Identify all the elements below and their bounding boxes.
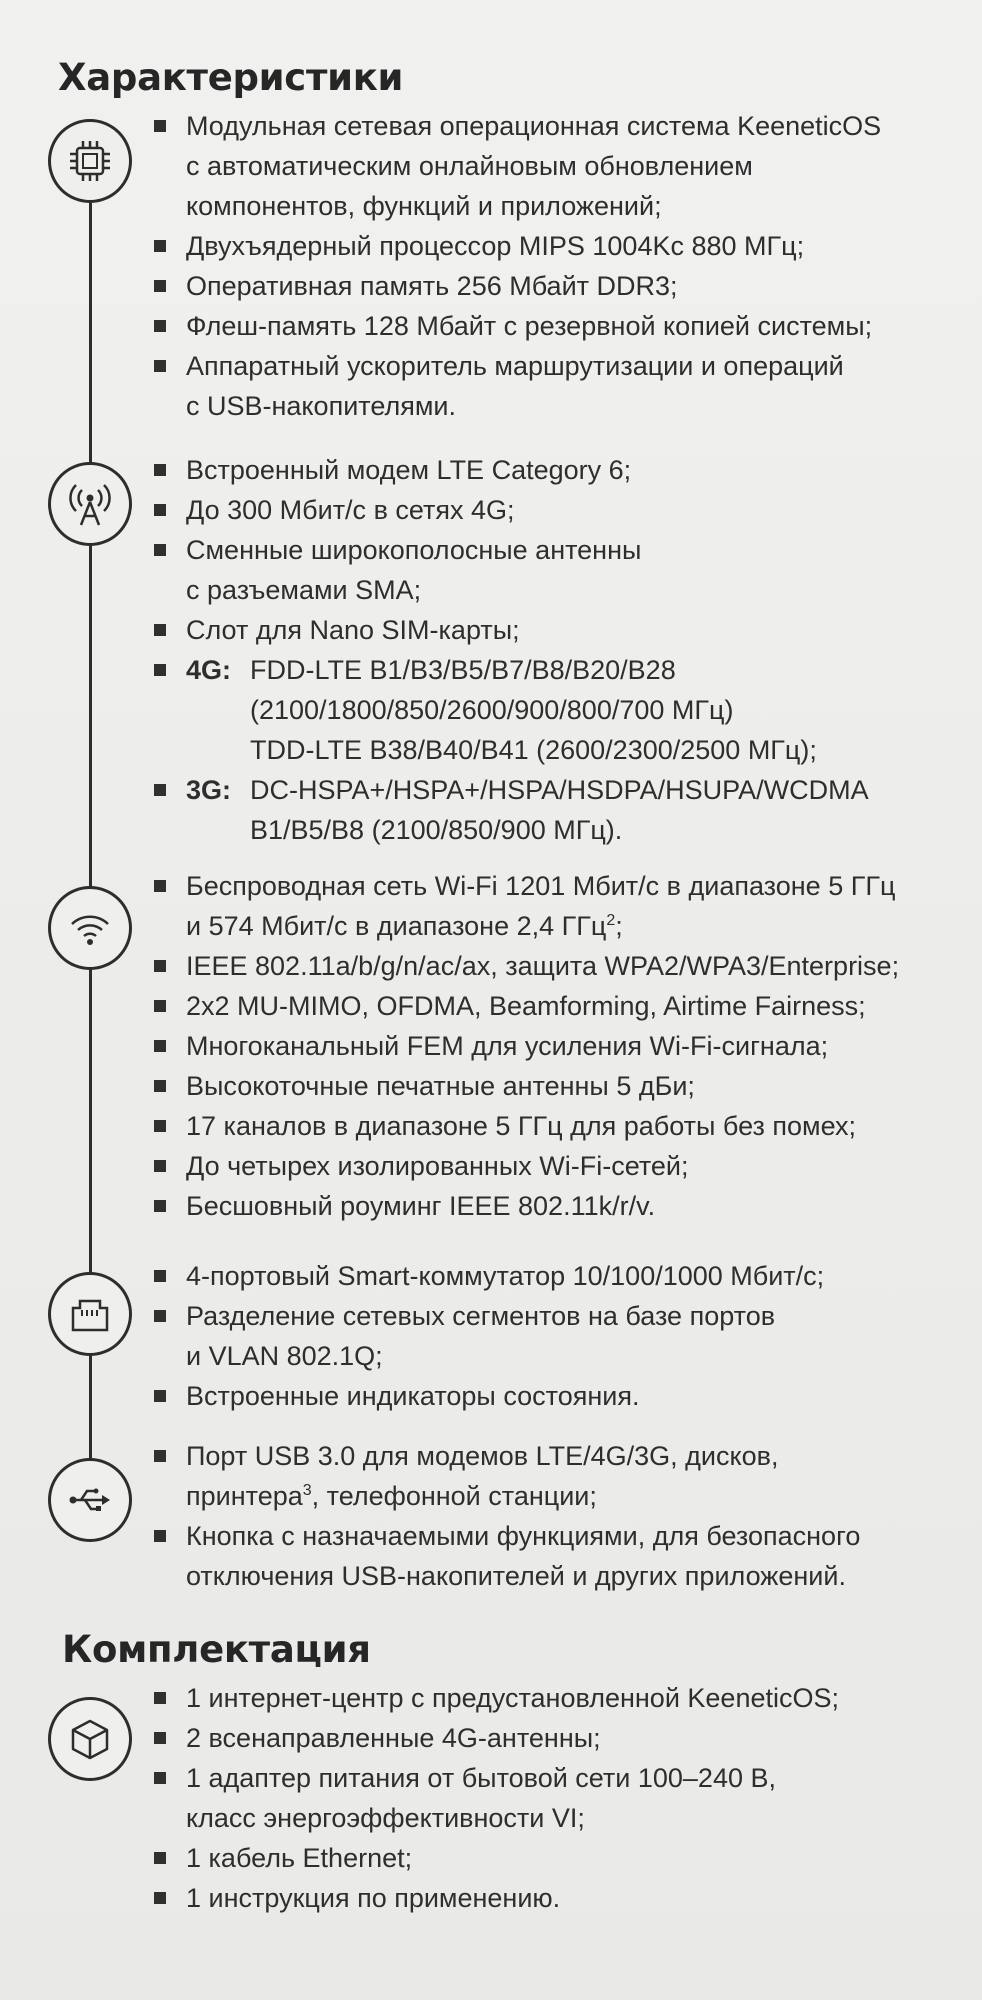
package-heading: Комплектация xyxy=(62,1628,371,1671)
antenna-icon xyxy=(64,478,116,530)
usb-icon-badge xyxy=(48,1458,132,1542)
wifi-icon xyxy=(64,902,116,954)
list-item: Бесшовный роуминг IEEE 802.11k/r/v. xyxy=(150,1186,968,1226)
box-icon xyxy=(64,1713,116,1765)
list-item: Слот для Nano SIM-карты; xyxy=(150,610,968,650)
usb-specs-list xyxy=(150,1436,968,1596)
wifi-specs-list xyxy=(150,866,968,1226)
list-item: 1 кабель Ethernet; xyxy=(150,1838,968,1878)
lte-specs-list xyxy=(150,450,968,850)
list-item: Сменные широкополосные антенны с разъемами SMA; xyxy=(150,530,968,610)
footnote-mark: 2 xyxy=(606,912,616,929)
list-item: До четырех изолированных Wi-Fi-сетей; xyxy=(150,1146,968,1186)
band-item-4g: 4G: FDD-LTE B1/B3/B5/B7/B8/B20/B28 (2100/1800/850/2600/900/800/700 МГц) TDD-LTE B38/B40/B41 (2600/2300/2500 МГц); xyxy=(150,650,968,770)
list-item: До 300 Мбит/с в сетях 4G; xyxy=(150,490,968,530)
list-item: Порт USB 3.0 для модемов LTE/4G/3G, дисков, принтера$^3$, телефонной станции; xyxy=(150,1436,968,1516)
list-item: Разделение сетевых сегментов на базе портов и VLAN 802.1Q; xyxy=(150,1296,968,1376)
band-label: 4G: xyxy=(186,655,232,685)
chip-icon xyxy=(64,135,116,187)
list-item: Двухъядерный процессор MIPS 1004Kc 880 МГц; xyxy=(150,226,968,266)
list-item: Флеш-память 128 Мбайт с резервной копией системы; xyxy=(150,306,968,346)
list-item: Встроенный модем LTE Category 6; xyxy=(150,450,968,490)
list-item: Многоканальный FEM для усиления Wi-Fi-сигнала; xyxy=(150,1026,968,1066)
list-item: 1 интернет-центр с предустановленной KeeneticOS; xyxy=(150,1678,968,1718)
package-icon-badge xyxy=(48,1697,132,1781)
system-icon-badge xyxy=(48,119,132,203)
system-specs-list xyxy=(150,106,968,426)
list-item: Модульная сетевая операционная система KeeneticOS с автоматическим онлайновым обновлением компонентов, функций и приложений; xyxy=(150,106,968,226)
wifi-icon-badge xyxy=(48,886,132,970)
list-item: 1 инструкция по применению. xyxy=(150,1878,968,1918)
list-item: 17 каналов в диапазоне 5 ГГц для работы без помех; xyxy=(150,1106,968,1146)
usb-icon xyxy=(64,1474,116,1526)
list-item: 1 адаптер питания от бытовой сети 100–240 В, класс энергоэффективности VI; xyxy=(150,1758,968,1838)
specs-heading: Характеристики xyxy=(58,56,404,99)
package-list xyxy=(150,1678,968,1918)
ethernet-port-icon xyxy=(64,1288,116,1340)
ethernet-icon-badge xyxy=(48,1272,132,1356)
band-label: 3G: xyxy=(186,775,232,805)
list-item: Встроенные индикаторы состояния. xyxy=(150,1376,968,1416)
list-item: 2x2 MU-MIMO, OFDMA, Beamforming, Airtime Fairness; xyxy=(150,986,968,1026)
list-item: IEEE 802.11a/b/g/n/ac/ax, защита WPA2/WPA3/Enterprise; xyxy=(150,946,968,986)
list-item: Кнопка с назначаемыми функциями, для безопасного отключения USB-накопителей и других приложений. xyxy=(150,1516,968,1596)
list-item: Оперативная память 256 Мбайт DDR3; xyxy=(150,266,968,306)
list-item: Высокоточные печатные антенны 5 дБи; xyxy=(150,1066,968,1106)
lte-icon-badge xyxy=(48,462,132,546)
band-item-3g: 3G: DC-HSPA+/HSPA+/HSPA/HSDPA/HSUPA/WCDMA B1/B5/B8 (2100/850/900 МГц). xyxy=(150,770,968,850)
footnote-mark: 3 xyxy=(302,1482,312,1499)
list-item: Беспроводная сеть Wi-Fi 1201 Мбит/с в диапазоне 5 ГГц и 574 Мбит/с в диапазоне 2,4 ГГц$^2$; xyxy=(150,866,968,946)
list-item: Аппаратный ускоритель маршрутизации и операций с USB-накопителями. xyxy=(150,346,968,426)
list-item: 2 всенаправленные 4G-антенны; xyxy=(150,1718,968,1758)
list-item: 4-портовый Smart-коммутатор 10/100/1000 Мбит/с; xyxy=(150,1256,968,1296)
ethernet-specs-list xyxy=(150,1256,968,1416)
